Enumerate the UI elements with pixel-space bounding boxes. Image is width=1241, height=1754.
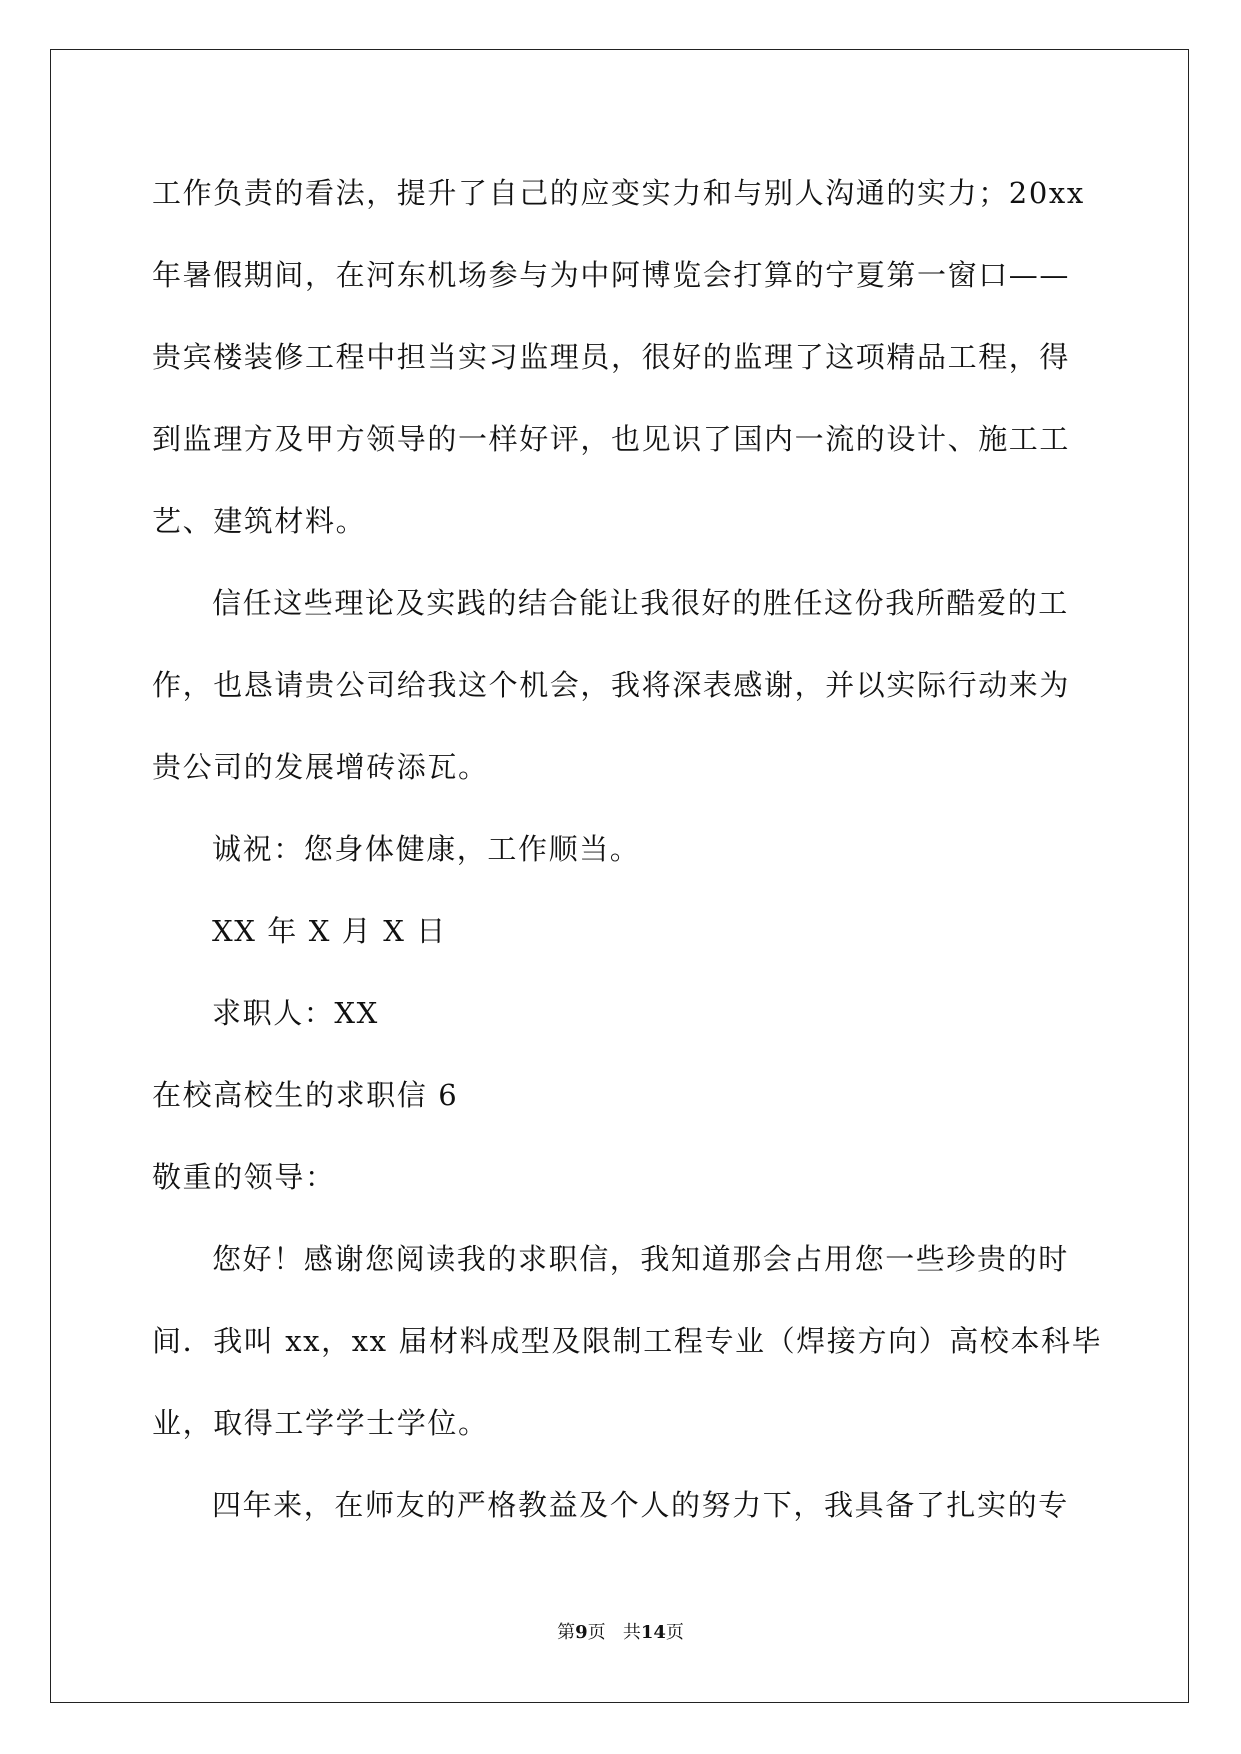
text-line: 到监理方及甲方领导的一样好评，也见识了国内一流的设计、施工工 bbox=[152, 422, 1071, 456]
paragraph-start: 四年来，在师友的严格教益及个人的努力下，我具备了扎实的专 bbox=[212, 1488, 1069, 1522]
paragraph-start: 您好！感谢您阅读我的求职信，我知道那会占用您一些珍贵的时 bbox=[212, 1242, 1069, 1276]
document-body bbox=[152, 160, 1103, 1554]
signature-line: 求职人：XX bbox=[212, 996, 379, 1030]
text-line: 工作负责的看法，提升了自己的应变实力和与别人沟通的实力；20xx bbox=[152, 176, 1085, 210]
text-line: 间．我叫 xx，xx 届材料成型及限制工程专业（焊接方向）高校本科毕 bbox=[152, 1324, 1103, 1358]
footer-total-suffix: 页 bbox=[665, 1622, 684, 1643]
salutation: 敬重的领导： bbox=[152, 1160, 336, 1194]
closing-wish: 诚祝：您身体健康，工作顺当。 bbox=[212, 832, 641, 866]
text-line: 年暑假期间，在河东机场参与为中阿博览会打算的宁夏第一窗口—— bbox=[152, 258, 1071, 292]
footer-page-suffix: 页 bbox=[587, 1622, 606, 1643]
text-line: 业，取得工学学士学位。 bbox=[152, 1406, 489, 1440]
date-line: XX 年 X 月 X 日 bbox=[212, 914, 447, 948]
page-footer bbox=[0, 1618, 1241, 1644]
footer-prefix: 第 bbox=[557, 1622, 576, 1643]
text-line: 贵公司的发展增砖添瓦。 bbox=[152, 750, 489, 784]
text-line: 艺、建筑材料。 bbox=[152, 504, 367, 538]
text-line: 作，也恳请贵公司给我这个机会，我将深表感谢，并以实际行动来为 bbox=[152, 668, 1071, 702]
page-number: 9 bbox=[575, 1622, 588, 1643]
footer-total-prefix: 共 bbox=[622, 1622, 641, 1643]
total-pages: 14 bbox=[640, 1622, 666, 1643]
section-heading: 在校高校生的求职信 6 bbox=[152, 1078, 459, 1112]
paragraph-start: 信任这些理论及实践的结合能让我很好的胜任这份我所酷爱的工 bbox=[212, 586, 1069, 620]
text-line: 贵宾楼装修工程中担当实习监理员，很好的监理了这项精品工程，得 bbox=[152, 340, 1071, 374]
